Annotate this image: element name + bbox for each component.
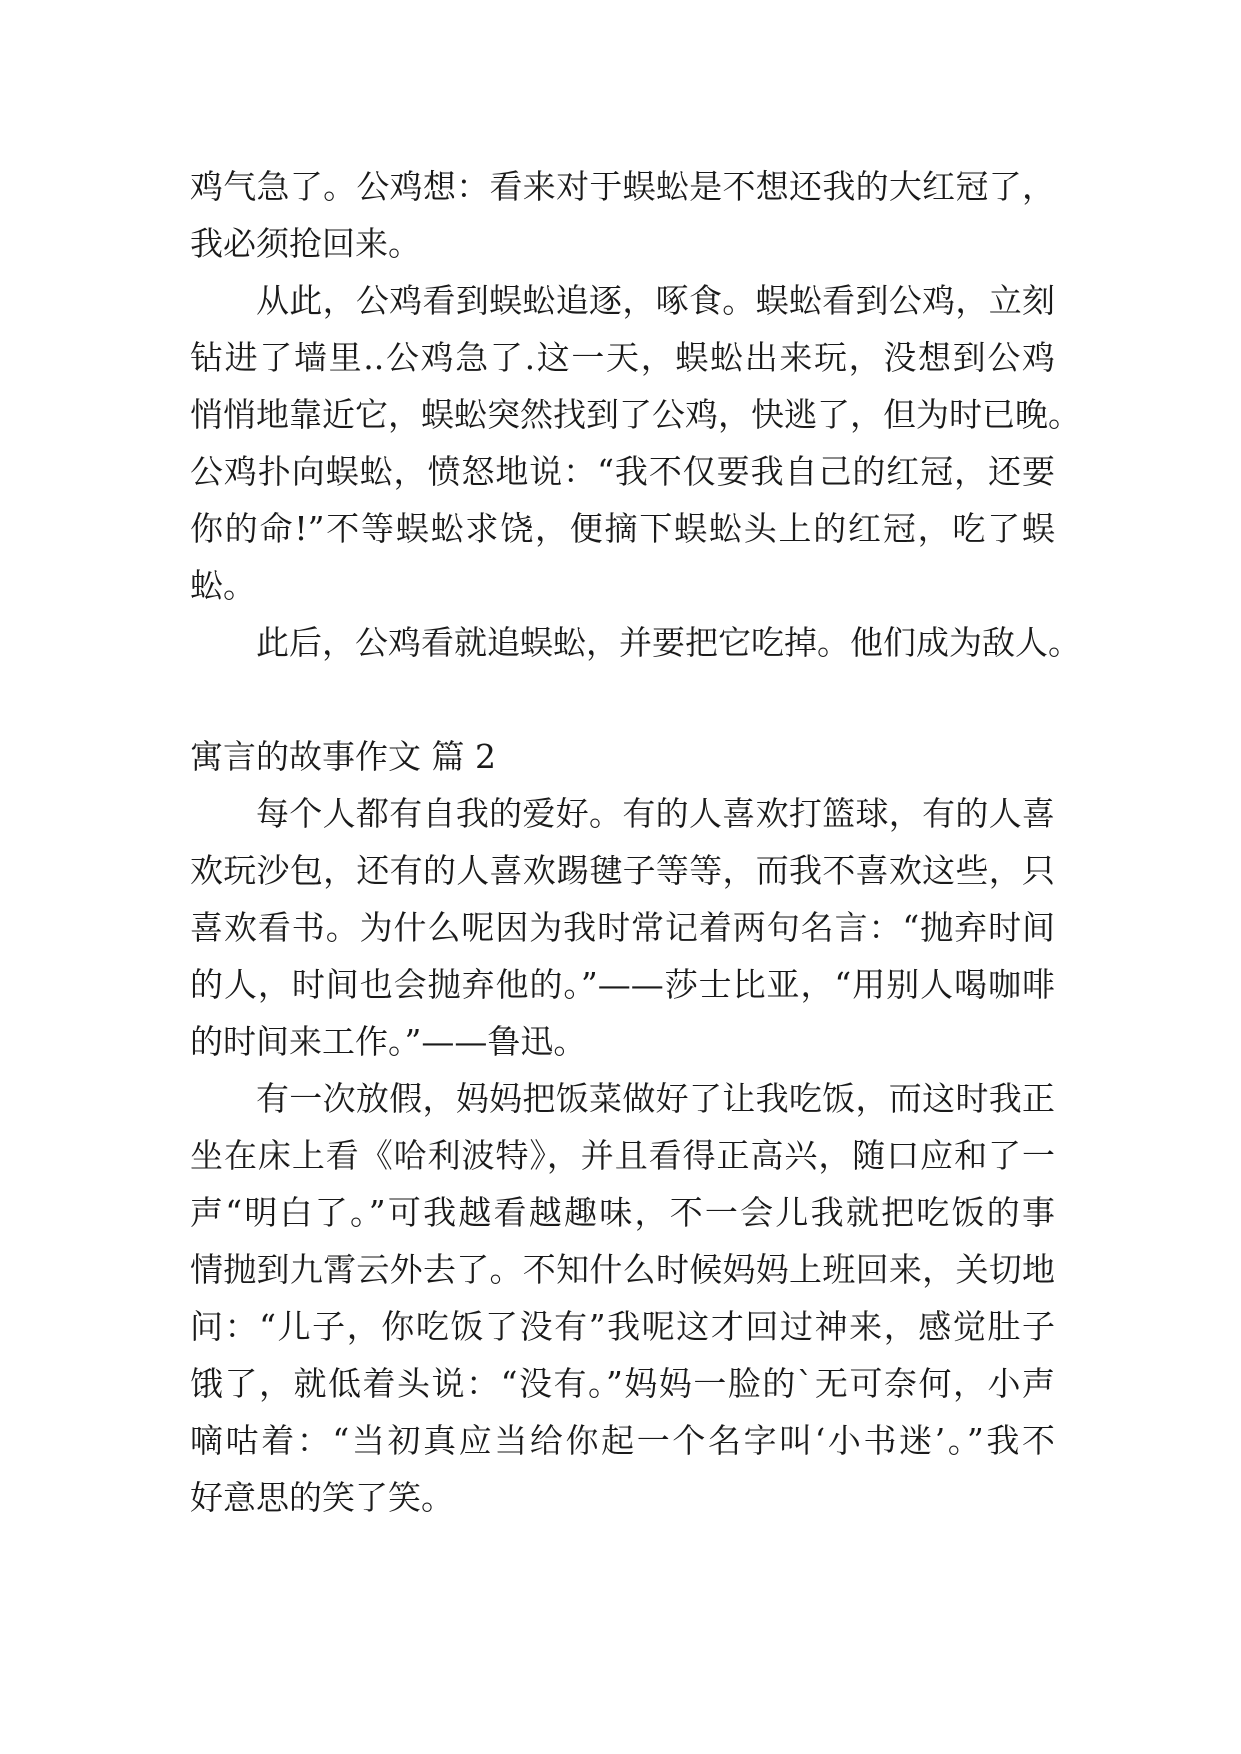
text-line: 问：“儿子，你吃饭了没有”我呢这才回过神来，感觉肚子 (190, 1307, 1055, 1346)
text-line: 每个人都有自我的爱好。有的人喜欢打篮球，有的人喜 (256, 794, 1055, 833)
text-line: 饿了，就低着头说：“没有。”妈妈一脸的`无可奈何，小声 (190, 1364, 1055, 1403)
text-line: 坐在床上看《哈利波特》，并且看得正高兴，随口应和了一 (190, 1136, 1055, 1175)
text-line: 声“明白了。”可我越看越趣味，不一会儿我就把吃饭的事 (190, 1193, 1055, 1232)
text-line: 从此，公鸡看到蜈蚣追逐，啄食。蜈蚣看到公鸡，立刻 (256, 281, 1055, 320)
text-line: 好意思的笑了笑。 (190, 1478, 454, 1517)
section-gap (190, 671, 1055, 728)
text-line: 有一次放假，妈妈把饭菜做好了让我吃饭，而这时我正 (256, 1079, 1055, 1118)
text-line: 情抛到九霄云外去了。不知什么时候妈妈上班回来，关切地 (190, 1250, 1055, 1289)
text-line: 喜欢看书。为什么呢因为我时常记着两句名言：“抛弃时间 (190, 908, 1055, 947)
text-line: 的人，时间也会抛弃他的。”——莎士比亚，“用别人喝咖啡 (190, 965, 1055, 1004)
text-line: 你的命!”不等蜈蚣求饶，便摘下蜈蚣头上的红冠，吃了蜈 (190, 509, 1055, 548)
paragraph (190, 1070, 1055, 1526)
text-line: 钻进了墙里..公鸡急了.这一天，蜈蚣出来玩，没想到公鸡 (190, 338, 1055, 377)
text-line: 此后，公鸡看就追蜈蚣，并要把它吃掉。他们成为敌人。 (256, 623, 1081, 662)
paragraph (190, 785, 1055, 1070)
text-line: 我必须抢回来。 (190, 224, 421, 263)
text-line: 嘀咕着：“当初真应当给你起一个名字叫‘小书迷’。”我不 (190, 1421, 1055, 1460)
text-line: 欢玩沙包，还有的人喜欢踢毽子等等，而我不喜欢这些，只 (190, 851, 1055, 890)
text-line: 悄悄地靠近它，蜈蚣突然找到了公鸡，快逃了，但为时已晚。 (190, 395, 1081, 434)
text-line: 的时间来工作。”——鲁迅。 (190, 1022, 587, 1061)
section-heading: 寓言的故事作文 篇 2 (190, 737, 496, 776)
document-page (190, 158, 1081, 1526)
paragraph (190, 614, 1081, 671)
text-line: 公鸡扑向蜈蚣，愤怒地说：“我不仅要我自己的红冠，还要 (190, 452, 1055, 491)
text-line: 鸡气急了。公鸡想：看来对于蜈蚣是不想还我的大红冠了， (190, 167, 1055, 206)
paragraph (190, 158, 1055, 272)
text-line: 蚣。 (190, 566, 256, 605)
paragraph (190, 272, 1081, 614)
